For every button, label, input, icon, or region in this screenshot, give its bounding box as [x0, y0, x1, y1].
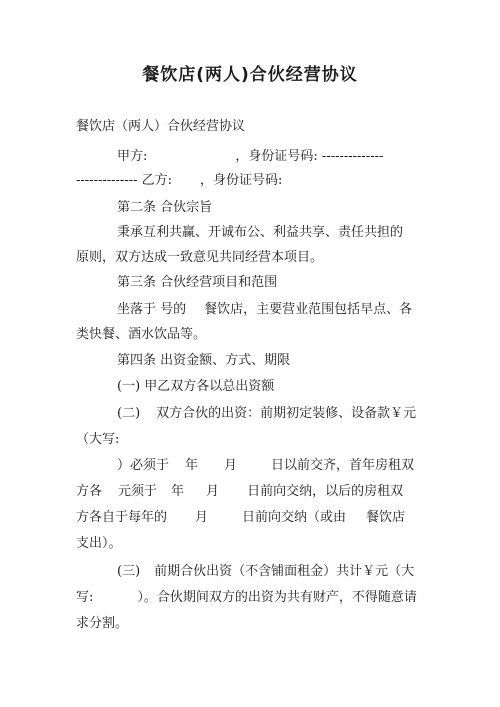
doc-text: 前期合伙出资（不含铺面租金）共计￥元（大 [154, 564, 415, 579]
doc-text: 类快餐、酒水饮品等。 [76, 327, 207, 342]
doc-line [117, 148, 427, 166]
doc-text: 双方合伙的出资：前期初定装修、设备款￥元 [156, 406, 417, 421]
doc-line [117, 301, 427, 319]
doc-text: 方各 [76, 484, 103, 499]
doc-text: 秉承互利共赢、开诚布公、利益共享、责任共担的 [117, 225, 404, 240]
doc-text: 元须于 [118, 484, 158, 499]
doc-text: ）。合伙期间双方的出资为共有财产，不得随意请 [137, 590, 417, 605]
doc-line [76, 118, 426, 136]
doc-line [117, 563, 427, 581]
doc-text: 方各自于每年的 [76, 510, 168, 525]
doc-text: 年 [185, 458, 199, 473]
doc-text: 原则，双方达成一致意见共同经营本项目。 [76, 250, 324, 265]
doc-line [76, 326, 426, 344]
doc-line [76, 509, 426, 527]
doc-line [117, 274, 427, 292]
doc-text: 甲方: [117, 149, 148, 164]
doc-line [117, 378, 427, 396]
doc-line [76, 589, 426, 607]
doc-text: 第二条 合伙宗旨 [117, 200, 213, 215]
doc-line [76, 431, 426, 449]
doc-text: (一) 甲乙双方各以总出资额 [117, 379, 275, 394]
doc-text: 支出）。 [76, 536, 122, 551]
doc-text: 求分割。 [76, 616, 129, 631]
doc-text: 月 [195, 510, 209, 525]
doc-text: 日前向交纳（或由 [242, 510, 347, 525]
doc-line [76, 615, 426, 633]
doc-text: 年 [171, 484, 185, 499]
doc-line [117, 457, 427, 475]
doc-line [76, 172, 426, 190]
doc-text: -------------- 乙方: [76, 173, 173, 188]
doc-text: 日前向交纳，以后的房租双 [247, 484, 404, 499]
doc-text: 第三条 合伙经营项目和范围 [117, 275, 278, 290]
doc-line [76, 535, 426, 553]
doc-text: 餐饮店（两人）合伙经营协议 [76, 119, 246, 134]
doc-line [117, 405, 427, 423]
doc-text: 坐落于 号的 [117, 302, 187, 317]
doc-line [76, 249, 426, 267]
doc-text: ）必须于 [117, 458, 170, 473]
doc-text: 餐饮店 [366, 510, 406, 525]
doc-line [117, 199, 427, 217]
doc-text: 日以前交齐，首年房租双 [271, 458, 415, 473]
doc-line [117, 352, 427, 370]
document-title: 餐饮店(两人)合伙经营协议 [142, 65, 358, 85]
doc-text: 写: [76, 590, 94, 605]
doc-text: ，身份证号码: -------------- [235, 149, 384, 164]
doc-text: 月 [206, 484, 220, 499]
doc-text: (二) [117, 406, 141, 421]
doc-text: 餐饮店，主要营业范围包括早点、各 [204, 302, 413, 317]
doc-line [117, 224, 427, 242]
doc-line [76, 483, 426, 501]
doc-text: (三) [117, 564, 141, 579]
doc-text: （大写: [76, 432, 120, 447]
doc-text: 月 [224, 458, 238, 473]
doc-text: ，身份证号码: [200, 173, 283, 188]
doc-text: 第四条 出资金额、方式、期限 [117, 353, 291, 368]
